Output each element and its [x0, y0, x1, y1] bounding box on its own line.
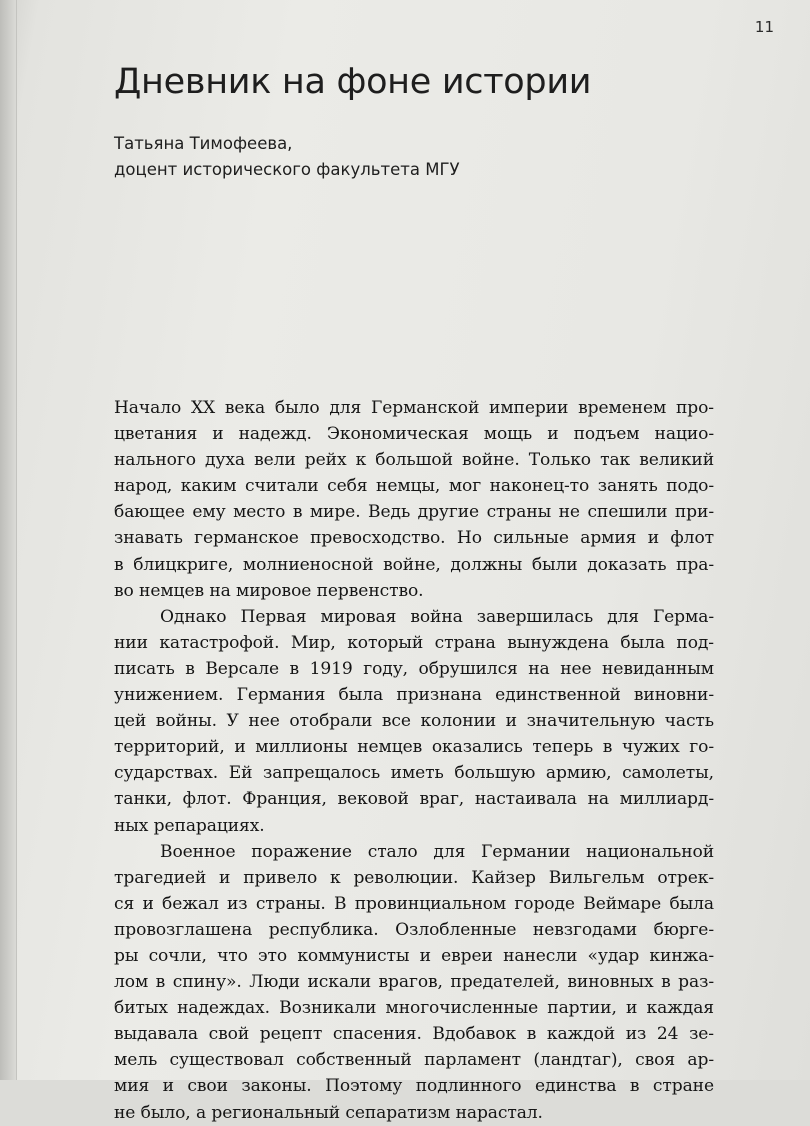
text-line: провозглашена республика. Озлобленные невзгодами бюрге- — [114, 919, 714, 940]
text-line: нии катастрофой. Мир, который страна вынуждена была под- — [114, 632, 714, 653]
author-block — [114, 131, 460, 183]
chapter-title: Дневник на фоне истории — [114, 62, 592, 102]
text-line: унижением. Германия была признана единственной виновни- — [114, 685, 714, 706]
text-line: во немцев на мировое первенство. — [114, 580, 424, 601]
text-line: нального духа вели рейх к большой войне. Только так великий — [114, 450, 714, 471]
text-line: не было, а региональный сепаратизм нарастал. — [114, 1102, 543, 1123]
text-line: ных репарациях. — [114, 815, 265, 836]
text-line: ся и бежал из страны. В провинциальном городе Веймаре была — [114, 893, 714, 914]
text-line: битых надеждах. Возникали многочисленные партии, и каждая — [114, 998, 714, 1019]
text-line: бающее ему место в мире. Ведь другие страны не спешили при- — [114, 502, 714, 523]
text-line: Начало XX века было для Германской империи временем про- — [114, 398, 714, 418]
text-line: писать в Версале в 1919 году, обрушился на нее невиданным — [114, 658, 714, 679]
text-line: цветания и надежд. Экономическая мощь и подъем нацио- — [114, 424, 714, 445]
author-position: доцент исторического факультета МГУ — [114, 160, 460, 179]
text-line: Однако Первая мировая война завершилась для Герма- — [160, 606, 714, 627]
text-line: сударствах. Ей запрещалось иметь большую армию, самолеты, — [114, 763, 714, 784]
author-name: Татьяна Тимофеева, — [114, 134, 293, 153]
book-gutter — [0, 0, 17, 1080]
text-line: в блицкриге, молниеносной войне, должны были доказать пра- — [114, 554, 714, 575]
text-line: знавать германское превосходство. Но сильные армия и флот — [114, 528, 714, 549]
text-line: выдавала свой рецепт спасения. Вдобавок в каждой из 24 зе- — [114, 1024, 714, 1045]
text-line: лом в спину». Люди искали врагов, предателей, виновных в раз- — [114, 972, 714, 993]
text-line: Военное поражение стало для Германии национальной — [160, 841, 714, 862]
text-line: мия и свои законы. Поэтому подлинного единства в стране — [114, 1076, 714, 1097]
text-line: танки, флот. Франция, вековой враг, настаивала на миллиард- — [114, 789, 714, 810]
text-line: народ, каким считали себя немцы, мог наконец-то занять подо- — [114, 476, 714, 497]
text-line: трагедией и привело к революции. Кайзер Вильгельм отрек- — [114, 867, 714, 888]
body-text — [114, 395, 714, 1126]
text-line: территорий, и миллионы немцев оказались теперь в чужих го- — [114, 737, 714, 758]
text-line: ры сочли, что это коммунисты и евреи нанесли «удар кинжа- — [114, 945, 714, 966]
text-line: цей войны. У нее отобрали все колонии и значительную часть — [114, 711, 714, 732]
text-line: мель существовал собственный парламент (ландтаг), своя ар- — [114, 1050, 714, 1071]
page-number: 11 — [754, 18, 774, 36]
